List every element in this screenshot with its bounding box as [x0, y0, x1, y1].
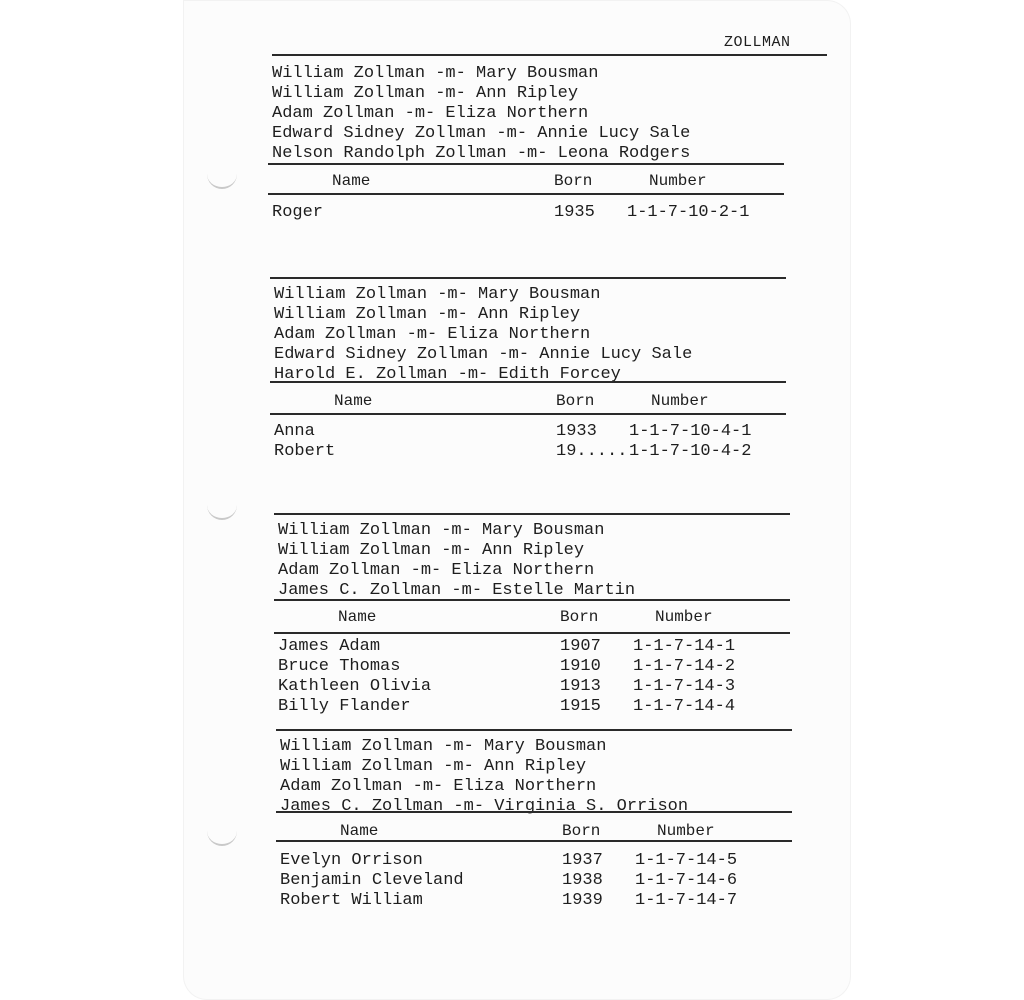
children-table [278, 637, 798, 717]
child-born-year: 1939 [562, 891, 603, 910]
child-number: 1-1-7-14-4 [633, 697, 736, 716]
column-header-number: Number [649, 172, 707, 190]
child-born-year: 1913 [560, 677, 601, 696]
table-row [278, 657, 798, 677]
table-head-top-rule [268, 163, 784, 165]
lineage-block [278, 521, 635, 601]
lineage-line: Adam Zollman -m- Eliza Northern [274, 325, 591, 344]
table-row [272, 203, 792, 223]
table-row [274, 442, 794, 462]
table-head-top-rule [276, 811, 792, 813]
family-separator-rule [270, 277, 786, 279]
lineage-block [274, 285, 692, 385]
lineage-line: William Zollman -m- Ann Ripley [274, 305, 581, 324]
child-born-year: 1935 [554, 203, 595, 222]
column-header-born: Born [562, 822, 601, 840]
column-header-name: Name [332, 172, 371, 190]
child-name: Kathleen Olivia [278, 677, 432, 696]
child-number: 1-1-7-14-1 [633, 637, 736, 656]
lineage-line: William Zollman -m- Mary Bousman [272, 64, 599, 83]
table-head-bottom-rule [270, 413, 786, 415]
lineage-line: William Zollman -m- Ann Ripley [272, 84, 579, 103]
child-number: 1-1-7-10-2-1 [627, 203, 750, 222]
table-row [274, 422, 794, 442]
lineage-line: Edward Sidney Zollman -m- Annie Lucy Sale [274, 345, 693, 364]
table-row [280, 871, 800, 891]
column-header-name: Name [338, 608, 377, 626]
child-number: 1-1-7-10-4-1 [629, 422, 752, 441]
lineage-block [272, 64, 690, 164]
child-name: Anna [274, 422, 315, 441]
child-born-year: 1938 [562, 871, 603, 890]
child-name: Robert [274, 442, 336, 461]
column-header-born: Born [556, 392, 595, 410]
table-head-bottom-rule [274, 632, 790, 634]
column-header-number: Number [657, 822, 715, 840]
child-name: Benjamin Cleveland [280, 871, 464, 890]
lineage-line: Nelson Randolph Zollman -m- Leona Rodgers [272, 144, 691, 163]
child-number: 1-1-7-14-5 [635, 851, 738, 870]
child-born-year: 1915 [560, 697, 601, 716]
child-name: Billy Flander [278, 697, 411, 716]
column-header-number: Number [651, 392, 709, 410]
child-number: 1-1-7-10-4-2 [629, 442, 752, 461]
child-name: Roger [272, 203, 324, 222]
table-row [278, 677, 798, 697]
child-born-year: 1933 [556, 422, 597, 441]
column-header-born: Born [554, 172, 593, 190]
children-table [280, 851, 800, 911]
column-header-number: Number [655, 608, 713, 626]
table-row [278, 637, 798, 657]
child-name: Bruce Thomas [278, 657, 401, 676]
table-row [280, 851, 800, 871]
table-row [280, 891, 800, 911]
column-header-born: Born [560, 608, 599, 626]
lineage-line: William Zollman -m- Mary Bousman [278, 521, 605, 540]
surname-heading: ZOLLMAN [724, 34, 791, 51]
child-number: 1-1-7-14-3 [633, 677, 736, 696]
lineage-block [280, 737, 688, 817]
table-row [278, 697, 798, 717]
lineage-line: James C. Zollman -m- Estelle Martin [278, 581, 636, 600]
child-number: 1-1-7-14-7 [635, 891, 738, 910]
child-name: Robert William [280, 891, 423, 910]
child-born-year: 1907 [560, 637, 601, 656]
table-head-top-rule [274, 599, 790, 601]
child-number: 1-1-7-14-2 [633, 657, 736, 676]
lineage-line: William Zollman -m- Mary Bousman [274, 285, 601, 304]
lineage-line: William Zollman -m- Mary Bousman [280, 737, 607, 756]
table-head-bottom-rule [276, 840, 792, 842]
table-head-top-rule [270, 381, 786, 383]
child-name: Evelyn Orrison [280, 851, 423, 870]
children-table [274, 422, 794, 462]
lineage-line: Adam Zollman -m- Eliza Northern [278, 561, 595, 580]
family-separator-rule [276, 729, 792, 731]
lineage-line: William Zollman -m- Ann Ripley [280, 757, 587, 776]
child-born-year: 19..... [556, 442, 628, 461]
header-rule [272, 54, 827, 56]
child-name: James Adam [278, 637, 381, 656]
family-separator-rule [274, 513, 790, 515]
lineage-line: Adam Zollman -m- Eliza Northern [280, 777, 597, 796]
table-head-bottom-rule [268, 193, 784, 195]
lineage-line: Harold E. Zollman -m- Edith Forcey [274, 365, 621, 384]
column-header-name: Name [340, 822, 379, 840]
child-born-year: 1910 [560, 657, 601, 676]
child-born-year: 1937 [562, 851, 603, 870]
lineage-line: James C. Zollman -m- Virginia S. Orrison [280, 797, 689, 816]
lineage-line: Edward Sidney Zollman -m- Annie Lucy Sale [272, 124, 691, 143]
lineage-line: Adam Zollman -m- Eliza Northern [272, 104, 589, 123]
child-number: 1-1-7-14-6 [635, 871, 738, 890]
children-table [272, 203, 792, 223]
column-header-name: Name [334, 392, 373, 410]
lineage-line: William Zollman -m- Ann Ripley [278, 541, 585, 560]
